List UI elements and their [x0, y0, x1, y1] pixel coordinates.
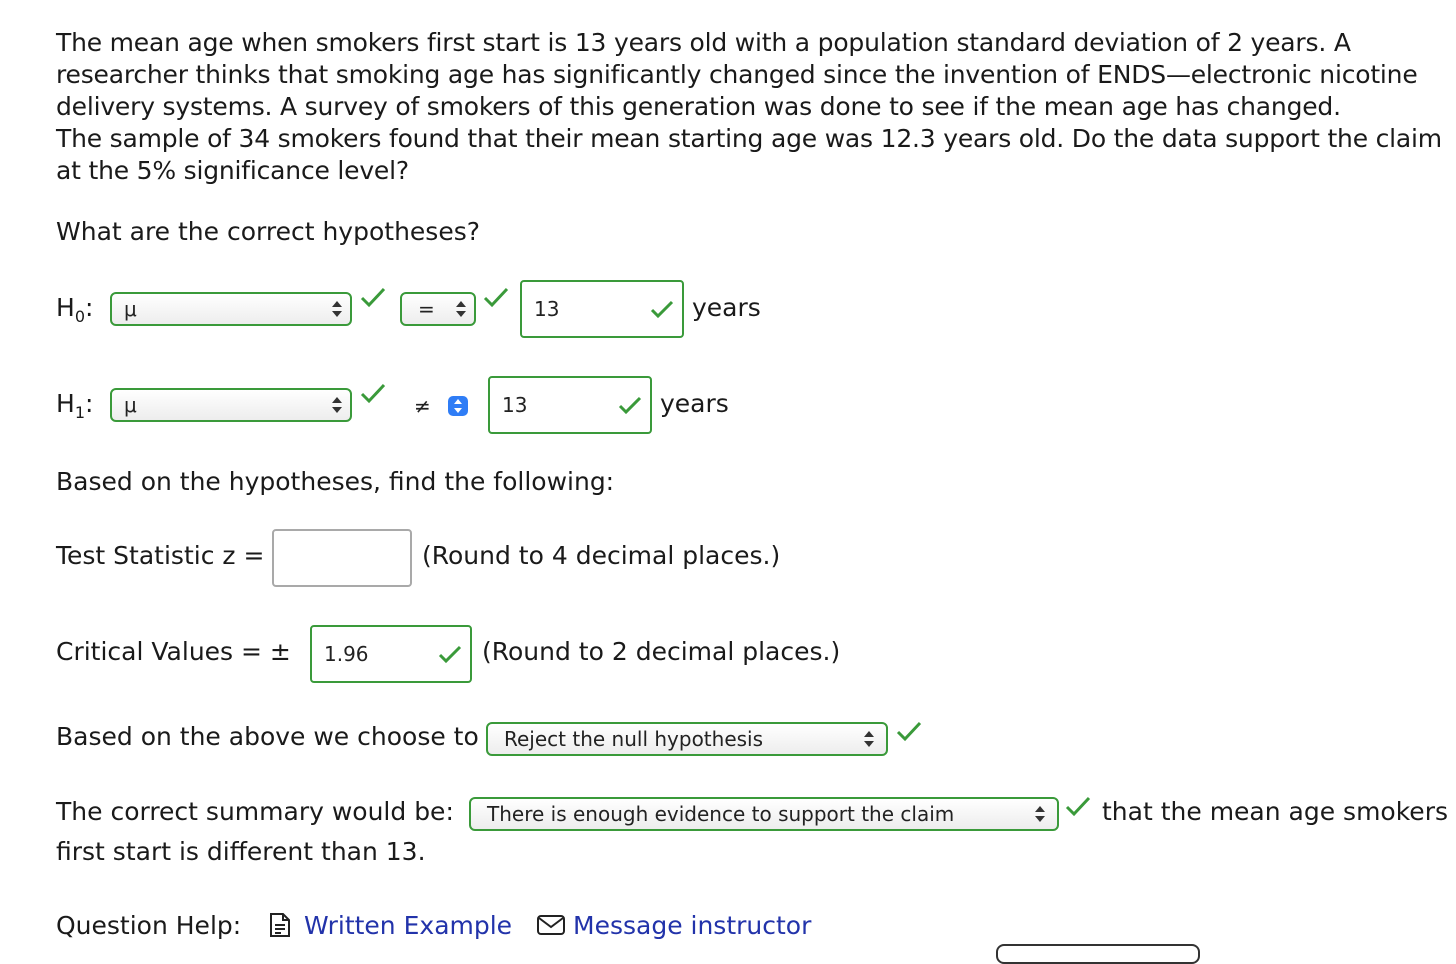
- problem-paragraph-1: The mean age when smokers first start is 13 years old with a population standard deviation of 2 years. A researcher thinks that smoking age has significantly changed since the invention of ENDS—electronic nicotine delivery systems. A survey of smokers of this generation was done to see if the mean age has changed.: [56, 28, 1418, 121]
- select-arrows-icon: [332, 397, 342, 413]
- problem-paragraph-2: The sample of 34 smokers found that their mean starting age was 12.3 years old. Do the data support the claim at the 5% significance level?: [56, 124, 1442, 185]
- decision-label: Based on the above we choose to: [56, 722, 479, 751]
- h1-unit: years: [660, 389, 729, 418]
- problem-statement: [56, 27, 1446, 187]
- check-icon: [1065, 795, 1091, 817]
- summary-selected: There is enough evidence to support the claim: [487, 802, 955, 826]
- summary-label: The correct summary would be:: [56, 797, 454, 826]
- summary-select[interactable]: [469, 797, 1059, 831]
- select-arrows-icon: [332, 301, 342, 317]
- h0-operator-select[interactable]: [400, 292, 476, 326]
- h0-unit: years: [692, 293, 761, 322]
- select-arrows-icon: [456, 301, 466, 317]
- h0-operator-value: =: [418, 297, 435, 321]
- h0-label: [56, 292, 93, 333]
- critical-values-label: Critical Values = ±: [56, 637, 291, 666]
- envelope-icon: [536, 914, 566, 936]
- h0-colon: :: [85, 293, 94, 322]
- check-icon: [360, 286, 386, 308]
- h0-parameter-select[interactable]: [110, 292, 352, 326]
- h0-label-sub: 0: [74, 307, 85, 326]
- decision-select[interactable]: [486, 722, 888, 756]
- h1-label: [56, 388, 93, 429]
- test-statistic-hint: (Round to 4 decimal places.): [422, 541, 781, 570]
- stepper-icon: [448, 396, 468, 416]
- written-example-link[interactable]: Written Example: [304, 911, 513, 940]
- critical-value-input[interactable]: [310, 625, 472, 683]
- test-statistic-label: Test Statistic z =: [56, 541, 265, 570]
- test-statistic-input[interactable]: [272, 529, 412, 587]
- h0-value-input[interactable]: [520, 280, 684, 338]
- h1-operator-select[interactable]: [400, 390, 476, 422]
- check-icon: [618, 395, 642, 415]
- h1-value-input[interactable]: [488, 376, 652, 434]
- h1-parameter-value: μ: [124, 393, 137, 417]
- message-instructor-link[interactable]: Message instructor: [573, 911, 812, 940]
- hypotheses-question: What are the correct hypotheses?: [56, 217, 480, 246]
- summary-continuation: first start is different than 13.: [56, 837, 426, 866]
- h0-value: 13: [534, 297, 560, 321]
- check-icon: [483, 286, 509, 308]
- h1-label-sub: 1: [74, 403, 85, 422]
- h0-parameter-value: μ: [124, 297, 137, 321]
- check-icon: [650, 299, 674, 319]
- h1-colon: :: [85, 389, 94, 418]
- critical-value-hint: (Round to 2 decimal places.): [482, 637, 841, 666]
- check-icon: [896, 720, 922, 742]
- document-icon: [268, 912, 292, 938]
- h1-parameter-select[interactable]: [110, 388, 352, 422]
- bottom-button-edge[interactable]: [996, 944, 1200, 964]
- check-icon: [360, 382, 386, 404]
- select-arrows-icon: [864, 731, 874, 747]
- critical-value: 1.96: [324, 642, 369, 666]
- question-help-label: Question Help:: [56, 911, 242, 940]
- findings-heading: Based on the hypotheses, find the following:: [56, 467, 615, 496]
- h1-operator-value: ≠: [414, 394, 431, 418]
- h0-label-main: H: [56, 293, 75, 322]
- check-icon: [438, 644, 462, 664]
- h1-value: 13: [502, 393, 528, 417]
- select-arrows-icon: [1035, 806, 1045, 822]
- h1-label-main: H: [56, 389, 75, 418]
- decision-selected: Reject the null hypothesis: [504, 727, 764, 751]
- summary-trailing-text: that the mean age smokers: [1102, 797, 1448, 826]
